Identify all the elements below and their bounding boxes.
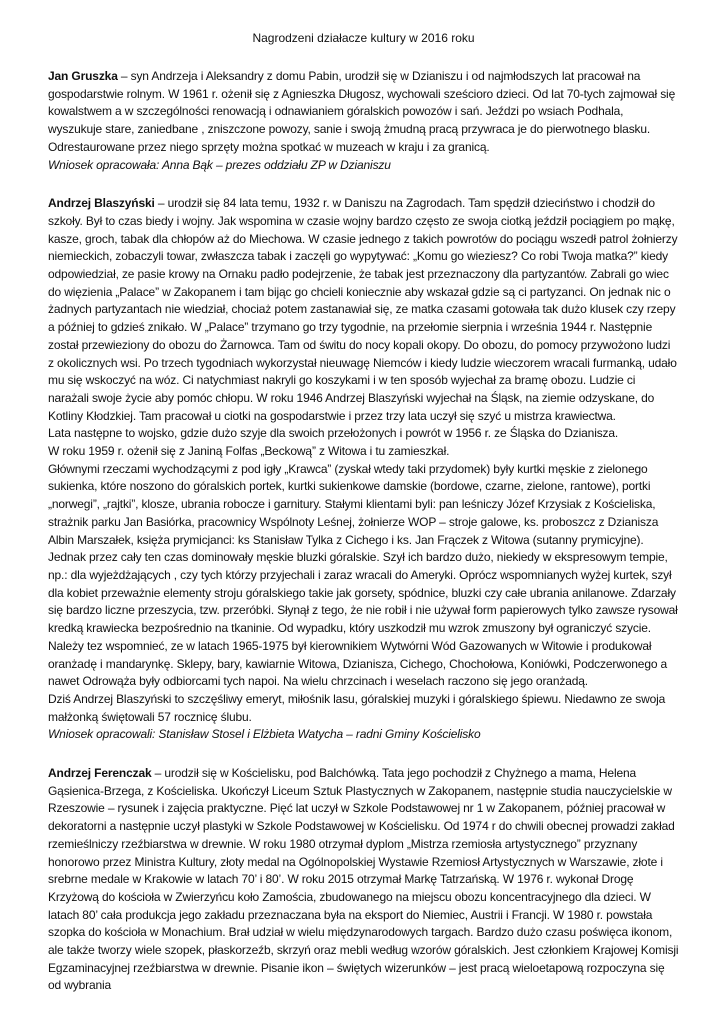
entry-text: – urodził się w Kościelisku, pod Balchówką. Tata jego pochodził z Chyżnego a mama, Helena Gąsienica-Brzega, z Kościeliska. Ukończył Liceum Sztuk Plastycznych w Zakopanem, następnie studia nauczycielskie w Rzeszowie – rysunek i zajęcia praktyczne. Pięć lat uczył w Szkole Podstawowej nr 1 w Zakopanem, później pracował w dekoratorni a następnie uczył plastyki w Szkole Podstawowej w Kościelisku. Od 1974 r do chwili obecnej prowadzi zakład rzemieślniczy rzeźbiarstwa w drewnie. W roku 1980 otrzymał dyplom „Mistrza rzemiosła artystycznego” przyznany honorowo przez Ministra Kultury, złoty medal na Ogólnopolskiej Wystawie Rzemiosł Artystycznych w Warszawie, złote i srebrne medale w Krakowie w latach 70’ i 80’. W roku 2015 otrzymał Markę Tatrzańską. W 1976 r. wykonał Drogę Krzyżową do kościoła w Zwierzyńcu koło Zamościa, zbudowanego na miejscu obozu koncentracyjnego dla dzieci. W latach 80’ cała produkcja jego zakładu przeznaczana była na eksport do Niemiec, Austrii i Francji. W 1980 r. powstała szopka do kościoła w Monachium. Brał udział w wielu międzynarodowych targach. Bardzo dużo czasu poświęca ikonom, ale także tworzy wiele szopek, płaskorzeźb, skrzyń oraz mebli według wzorów góralskich. Jest członkiem Krajowej Komisji Egzaminacyjnej rzeźbiarstwa w drewnie. Pisanie ikon – świętych wizerunków – jest pracą wieloetapową rozpoczyna się od wybrania [48, 766, 679, 993]
awardee-name: Jan Gruszka [48, 69, 118, 83]
awardee-entry-blaszynski [48, 195, 679, 744]
entry-text: – urodził się 84 lata temu, 1932 r. w Daniszu na Zagrodach. Tam spędził dzieciństwo i chodził do szkoły. Był to czas biedy i wojny. Jak wspomina w czasie wojny bardzo często ze swoja ciotką jeździł pociągiem po mąkę, kasze, groch, tabak dla chłopów aż do Miechowa. W czasie jednego z takich powrotów do pociągu wszedł patrol żołnierzy niemieckich, zobaczyli towar, zwłaszcza tabak i zaczęli go wypytywać: „Komu go wieziesz? Co robi Twoja matka?” kiedy odpowiedział, ze pasie krowy na Ornaku padło podejrzenie, że tabak jest przeznaczony dla partyzantów. Zabrali go wiec do więzienia „Palace” w Zakopanem i tam bijąc go chcieli koniecznie aby wskazał gdzie są ci partyzanci. On jednak nic o żadnych partyzantach nie wiedział, chociaż potem zastanawiał się, ze matka czasami gotowała tak dużo klusek czy rzepy a później to gdzieś znikało. W „Palace” trzymano go trzy tygodnie, na przełomie sierpnia i września 1944 r. Następnie został przewieziony do obozu do Żarnowca. Tam od świtu do nocy kopali okopy. Do obozu, do pomocy przywożono ludzi z okolicznych wsi. Po trzech tygodniach wykorzystał nieuwagę Niemców i kiedy ludzie wieczorem wracali furmanką, udało mu się wskoczyć na wóz. Ci natychmiast nakryli go koszykami i w ten sposób wyjechał za bramę obozu. Ludzie ci narażali swoje życie aby pomóc chłopu. W roku 1946 Andrzej Blaszyński wyjechał na Śląsk, na ziemie odzyskane, do Kotliny Kłodzkiej. Tam pracował u ciotki na gospodarstwie i przez trzy lata uczył się szyć u mistrza krawiectwa. [48, 196, 678, 423]
entry-paragraph: W roku 1959 r. ożenił się z Janiną Folfas „Beckową” z Witowa i tu zamieszkał. [48, 444, 450, 459]
entry-paragraph: Dziś Andrzej Blaszyński to szczęśliwy emeryt, miłośnik lasu, góralskiej muzyki i góralskiego śpiewu. Niedawno ze swoja małżonką świętowali 57 rocznicę ślubu. [48, 691, 666, 724]
page-title: Nagrodzeni działacze kultury w 2016 roku [252, 31, 475, 45]
entry-paragraph [48, 765, 679, 995]
entry-paragraph: Głównymi rzeczami wychodzącymi z pod igły „Krawca” (zyskał wtedy taki przydomek) były kurtki męskie z zielonego sukienka, które noszono do góralskich portek, kurtki sukienkowe damskie (bordowe, czarne, zielone, rantowe), portki „norwegi”, „rajtki”, klosze, ubrania robocze i garnitury. Stałymi klientami byli: pan leśniczy Józef Krzysiak z Kościeliska, strażnik parku Jan Basiórka, pracownicy Wspólnoty Leśnej, żołnierze WOP – stroje galowe, ks. proboszcz z Dzianisza Albin Marszałek, księża prymicjanci: ks Stanisław Tylka z Cichego i ks. Jan Frączek z Witowa (sutanny prymicyjne). Jednak przez cały ten czas dominowały męskie bluzki góralskie. Szył ich bardzo dużo, niekiedy w ekspresowym tempie, np.: dla wyjeżdżających , czy tych którzy przyjechali i zaraz wracali do Ameryki. Oprócz wspomnianych wyżej kurtek, szył dla kobiet przeważnie elementy stroju góralskiego takie jak gorsety, spódnice, bluzki czy całe ubrania anilanowe. Zdarzały się bardzo liczne przeszycia, tzw. przeróbki. Słynął z tego, że nie robił i nie używał form papierowych tylko zawsze rysował kredką krawiecka bezpośrednio na tkaninie. Od wypadku, który uszkodził mu wzrok zmuszony był ograniczyć szycie. [48, 461, 678, 636]
awardee-entry-ferenczak [48, 765, 679, 995]
entry-text: – syn Andrzeja i Aleksandry z domu Pabin, urodził się w Dzianiszu i od najmłodszych lat pracował na gospodarstwie rolnym. W 1961 r. ożenił się z Agnieszka Długosz, wychowali sześcioro dzieci. Od lat 70-tych zajmował się kowalstwem a w szczególności renowacją i odnawianiem góralskich powozów i sań. Jeździ po wsiach Podhala, wyszukuje stare, zaniedbane , zniszczone powozy, sanie i swoją żmudną pracą przywraca je do pierwotnego blasku. Odrestaurowane przez niego sprzęty można spotkać w muzeach w kraju i za granicą. [48, 69, 676, 154]
entry-paragraph [48, 68, 679, 157]
entry-author: Wniosek opracowała: Anna Bąk – prezes oddziału ZP w Dzianiszu [48, 157, 391, 172]
awardee-entry-gruszka [48, 68, 679, 174]
entry-paragraph: Należy tez wspomnieć, ze w latach 1965-1975 był kierownikiem Wytwórni Wód Gazowanych w Witowie i produkował oranżadę i mandarynkę. Sklepy, bary, kawiarnie Witowa, Dzianisza, Cichego, Chochołowa, Koniówki, Podczerwonego a nawet Odrowąża były odbiorcami tych napoi. Na wielu chrzcinach i weselach raczono się jego oranżadą. [48, 638, 668, 689]
entry-paragraph: Lata następne to wojsko, gdzie dużo szyje dla swoich przełożonych i powrót w 1956 r. ze Śląska do Dzianisza. [48, 426, 619, 441]
entry-paragraph [48, 195, 679, 425]
awardee-name: Andrzej Blaszyński [48, 196, 155, 211]
awardee-name: Andrzej Ferenczak [48, 766, 152, 781]
entry-author: Wniosek opracowali: Stanisław Stosel i Elżbieta Watycha – radni Gminy Kościelisko [48, 727, 481, 742]
